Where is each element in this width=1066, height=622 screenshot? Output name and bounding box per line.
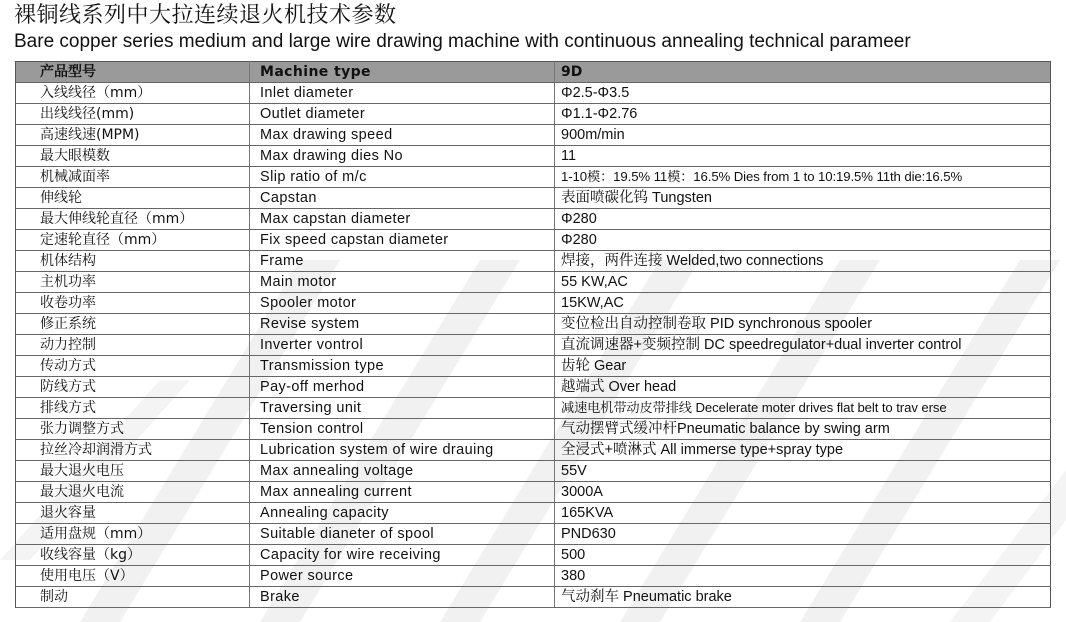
table-row — [16, 503, 1051, 524]
param-value: 越端式 Over head — [555, 377, 1051, 398]
param-name-cn: 最大眼模数 — [16, 146, 250, 167]
param-name-cn: 机械减面率 — [16, 167, 250, 188]
param-name-en: Max annealing voltage — [250, 461, 555, 482]
param-name-en: Brake — [250, 587, 555, 608]
param-value: 55V — [555, 461, 1051, 482]
param-name-en: Revise system — [250, 314, 555, 335]
page-title-en: Bare copper series medium and large wire drawing machine with continuous annealing technical parameer — [14, 31, 911, 52]
param-name-en: Traversing unit — [250, 398, 555, 419]
param-name-en: Max drawing speed — [250, 125, 555, 146]
param-name-cn: 收线容量（kg） — [16, 545, 250, 566]
param-name-cn: 机体结构 — [16, 251, 250, 272]
param-value: Φ280 — [555, 209, 1051, 230]
table-row — [16, 377, 1051, 398]
param-value: 变位检出自动控制卷取 PID synchronous spooler — [555, 314, 1051, 335]
table-row — [16, 209, 1051, 230]
param-name-en: Outlet diameter — [250, 104, 555, 125]
table-row — [16, 461, 1051, 482]
param-name-en: Fix speed capstan diameter — [250, 230, 555, 251]
param-name-cn: 伸线轮 — [16, 188, 250, 209]
param-name-cn: 修正系统 — [16, 314, 250, 335]
table-row — [16, 272, 1051, 293]
table-row — [16, 188, 1051, 209]
param-value: PND630 — [555, 524, 1051, 545]
param-value: 焊接，两件连接 Welded,two connections — [555, 251, 1051, 272]
param-value: Φ280 — [555, 230, 1051, 251]
header-col-model-value: 9D — [555, 62, 1051, 83]
param-name-en: Slip ratio of m/c — [250, 167, 555, 188]
param-name-en: Power source — [250, 566, 555, 587]
header-row — [16, 62, 1051, 83]
param-value: Φ1.1-Φ2.76 — [555, 104, 1051, 125]
header-col-machine-type: Machine type — [250, 62, 555, 83]
param-value: 全浸式+喷淋式 All immerse type+spray type — [555, 440, 1051, 461]
param-name-en: Max annealing current — [250, 482, 555, 503]
param-name-cn: 入线线径（mm） — [16, 83, 250, 104]
param-name-en: Main motor — [250, 272, 555, 293]
param-name-cn: 退火容量 — [16, 503, 250, 524]
spec-table-header — [16, 62, 1051, 83]
param-value: 165KVA — [555, 503, 1051, 524]
param-name-en: Capstan — [250, 188, 555, 209]
table-row — [16, 83, 1051, 104]
table-row — [16, 335, 1051, 356]
table-row — [16, 587, 1051, 608]
table-row — [16, 440, 1051, 461]
param-name-en: Max drawing dies No — [250, 146, 555, 167]
param-name-en: Lubrication system of wire drauing — [250, 440, 555, 461]
param-name-cn: 定速轮直径（mm） — [16, 230, 250, 251]
param-name-cn: 最大伸线轮直径（mm） — [16, 209, 250, 230]
table-row — [16, 356, 1051, 377]
param-name-en: Inlet diameter — [250, 83, 555, 104]
param-name-cn: 最大退火电流 — [16, 482, 250, 503]
table-row — [16, 146, 1051, 167]
param-value: 直流调速器+变频控制 DC speedregulator+dual inverter control — [555, 335, 1051, 356]
param-value: Φ2.5-Φ3.5 — [555, 83, 1051, 104]
table-row — [16, 524, 1051, 545]
param-name-cn: 高速线速(MPM) — [16, 125, 250, 146]
param-value: 气动摆臂式缓冲杆Pneumatic balance by swing arm — [555, 419, 1051, 440]
param-name-en: Capacity for wire receiving — [250, 545, 555, 566]
spec-table — [15, 61, 1051, 608]
param-value: 气动刹车 Pneumatic brake — [555, 587, 1051, 608]
param-name-cn: 拉丝冷却润滑方式 — [16, 440, 250, 461]
table-row — [16, 251, 1051, 272]
param-name-cn: 动力控制 — [16, 335, 250, 356]
param-name-en: Annealing capacity — [250, 503, 555, 524]
spec-table-body — [16, 83, 1051, 608]
table-row — [16, 293, 1051, 314]
header-col-product-model: 产品型号 — [16, 62, 250, 83]
param-name-cn: 传动方式 — [16, 356, 250, 377]
table-row — [16, 125, 1051, 146]
param-value: 减速电机带动皮带排线 Decelerate moter drives flat belt to trav erse — [555, 398, 1051, 419]
param-value: 表面喷碳化钨 Tungsten — [555, 188, 1051, 209]
table-row — [16, 167, 1051, 188]
param-name-cn: 使用电压（V） — [16, 566, 250, 587]
table-row — [16, 566, 1051, 587]
param-value: 齿轮 Gear — [555, 356, 1051, 377]
param-value: 1-10模：19.5% 11模：16.5% Dies from 1 to 10:19.5% 11th die:16.5% — [555, 167, 1051, 188]
param-name-cn: 适用盘规（mm） — [16, 524, 250, 545]
param-name-en: Tension control — [250, 419, 555, 440]
table-row — [16, 482, 1051, 503]
param-name-en: Inverter vontrol — [250, 335, 555, 356]
param-name-cn: 排线方式 — [16, 398, 250, 419]
param-name-en: Frame — [250, 251, 555, 272]
param-name-en: Pay-off merhod — [250, 377, 555, 398]
table-row — [16, 398, 1051, 419]
title-block — [14, 2, 911, 54]
param-value: 3000A — [555, 482, 1051, 503]
param-name-cn: 防线方式 — [16, 377, 250, 398]
param-name-en: Max capstan diameter — [250, 209, 555, 230]
param-value: 500 — [555, 545, 1051, 566]
table-row — [16, 419, 1051, 440]
param-name-en: Transmission type — [250, 356, 555, 377]
param-name-cn: 收卷功率 — [16, 293, 250, 314]
param-value: 380 — [555, 566, 1051, 587]
param-name-cn: 制动 — [16, 587, 250, 608]
table-row — [16, 230, 1051, 251]
param-name-en: Suitable dianeter of spool — [250, 524, 555, 545]
param-name-cn: 主机功率 — [16, 272, 250, 293]
param-name-cn: 最大退火电压 — [16, 461, 250, 482]
table-row — [16, 314, 1051, 335]
param-name-cn: 张力调整方式 — [16, 419, 250, 440]
param-value: 15KW,AC — [555, 293, 1051, 314]
param-name-cn: 出线线径(mm) — [16, 104, 250, 125]
param-value: 11 — [555, 146, 1051, 167]
param-value: 55 KW,AC — [555, 272, 1051, 293]
table-row — [16, 104, 1051, 125]
table-row — [16, 545, 1051, 566]
param-value: 900m/min — [555, 125, 1051, 146]
param-name-en: Spooler motor — [250, 293, 555, 314]
page-title-cn: 裸铜线系列中大拉连续退火机技术参数 — [14, 3, 397, 28]
